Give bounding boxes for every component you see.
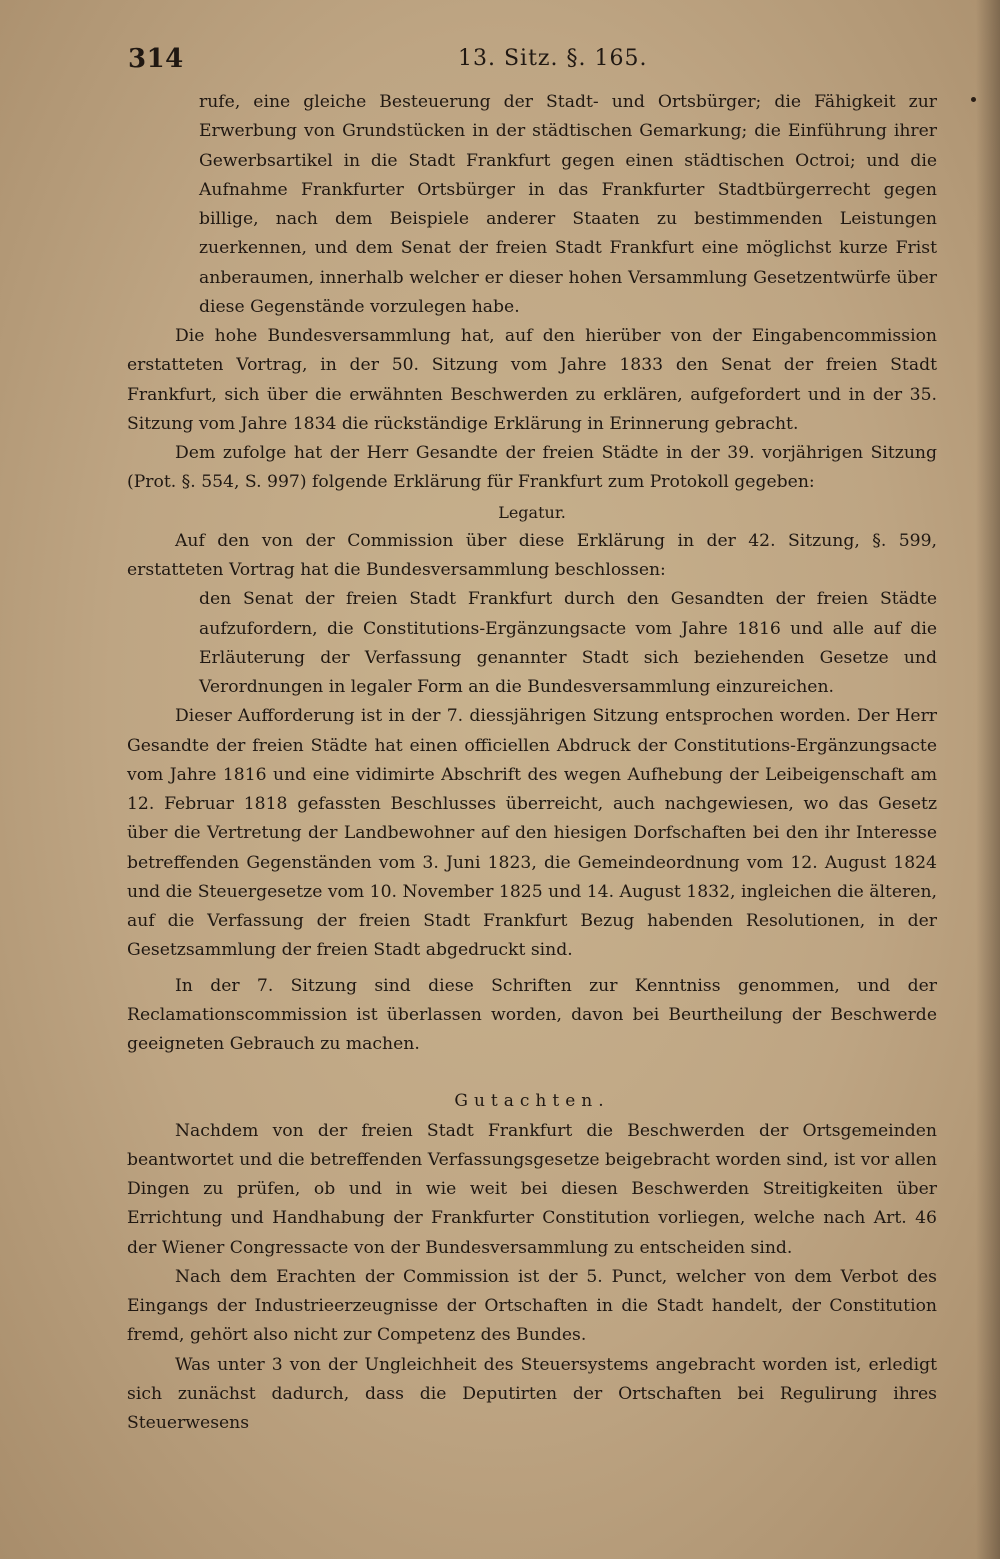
spacer <box>127 1059 937 1087</box>
legatur-note: Legatur. <box>498 502 566 522</box>
paragraph: Was unter 3 von der Ungleichheit des Steuersystems angebracht worden ist, erledigt sich zunächst dadurch, dass die Deputirten der Ortschaften bei Regulirung ihres Steuerwesens <box>127 1354 937 1433</box>
page-header <box>128 44 938 80</box>
running-head: 13. Sitz. §. 165. <box>458 46 648 71</box>
paragraph: Dieser Aufforderung ist in der 7. diessjährigen Sitzung entsprochen worden. Der Herr Gesandte der freien Städte hat einen officiellen Abdruck der Constitutions-Ergänzungsacte vom Jahre 1816 und eine vidimirte Abschrift des wegen Aufhebung der Leibeigenschaft am 12. Februar 1818 gefassten Beschlusses überreicht, auch nachgewiesen, wo das Gesetz über die Vertretung der Landbewohner auf den hiesigen Dorfschaften bei den ihr Interesse betreffenden Gegenständen vom 3. Juni 1823, die Gemeindeordnung vom 12. August 1824 und die Steuergesetze vom 10. November 1825 und 14. August 1832, ingleichen die älteren, auf die Verfassung der freien Stadt Frankfurt Bezug habenden Resolutionen, in der Gesetzsammlung der freien Stadt abgedruckt sind. <box>127 706 937 961</box>
page-number: 314 <box>128 44 184 74</box>
paragraph: In der 7. Sitzung sind diese Schriften zur Kenntniss genommen, und der Reclamationscommission ist überlassen worden, davon bei Beurtheilung der Beschwerde geeigneten Gebrauch zu machen. <box>127 975 937 1054</box>
paragraph: Die hohe Bundesversammlung hat, auf den hierüber von der Eingabencommission erstatteten Vortrag, in der 50. Sitzung vom Jahre 1833 den Senat der freien Stadt Frankfurt, sich über die erwähnten Beschwerden zu erklären, aufgefordert und in der 35. Sitzung vom Jahre 1834 die rückständige Erklärung in Erinnerung gebracht. <box>127 326 937 434</box>
body-text <box>127 88 937 1438</box>
page-edge-shadow <box>976 0 1000 1559</box>
margin-mark <box>971 97 976 102</box>
paragraph: Dem zufolge hat der Herr Gesandte der freien Städte in der 39. vorjährigen Sitzung (Prot. §. 554, S. 997) folgende Erklärung für Frankfurt zum Protokoll gegeben: <box>127 443 937 493</box>
section-heading: Gutachten. <box>454 1091 610 1112</box>
resolution-text: den Senat der freien Stadt Frankfurt durch den Gesandten der freien Städte aufzufordern, die Constitutions-Ergänzungsacte vom Jahre 1816 und alle auf die Erläuterung der Verfassung genannter Stadt sich beziehenden Gesetze und Verordnungen in legaler Form an die Bundesversammlung einzureichen. <box>199 589 937 697</box>
paragraph: Auf den von der Commission über diese Erklärung in der 42. Sitzung, §. 599, erstatteten Vortrag hat die Bundesversammlung beschlossen: <box>127 530 937 580</box>
paragraph: Nachdem von der freien Stadt Frankfurt die Beschwerden der Ortsgemeinden beantwortet und die betreffenden Verfassungsgesetze beigebracht worden sind, ist vor allen Dingen zu prüfen, ob und in wie weit bei diesen Beschwerden Streitigkeiten über Errichtung und Handhabung der Frankfurter Constitution vorliegen, welche nach Art. 46 der Wiener Congressacte von der Bundesversammlung zu entscheiden sind. <box>127 1120 937 1258</box>
paragraph-continuation: rufe, eine gleiche Besteuerung der Stadt- und Ortsbürger; die Fähigkeit zur Erwerbung von Grundstücken in der städtischen Gemarkung; die Einführung ihrer Gewerbsartikel in die Stadt Frankfurt gegen einen städtischen Octroi; und die Aufnahme Frankfurter Ortsbürger in das Frankfurter Stadtbürgerrecht gegen billige, nach dem Beispiele anderer Staaten zu bestimmenden Leistungen zuerkennen, und dem Senat der freien Stadt Frankfurt eine möglichst kurze Frist anberaumen, innerhalb welcher er dieser hohen Versammlung Gesetzentwürfe über diese Gegenstände vorzulegen habe. <box>199 92 937 317</box>
paragraph: Nach dem Erachten der Commission ist der 5. Punct, welcher von dem Verbot des Eingangs der Industrieerzeugnisse der Ortschaften in die Stadt handelt, der Constitution fremd, gehört also nicht zur Competenz des Bundes. <box>127 1266 937 1346</box>
